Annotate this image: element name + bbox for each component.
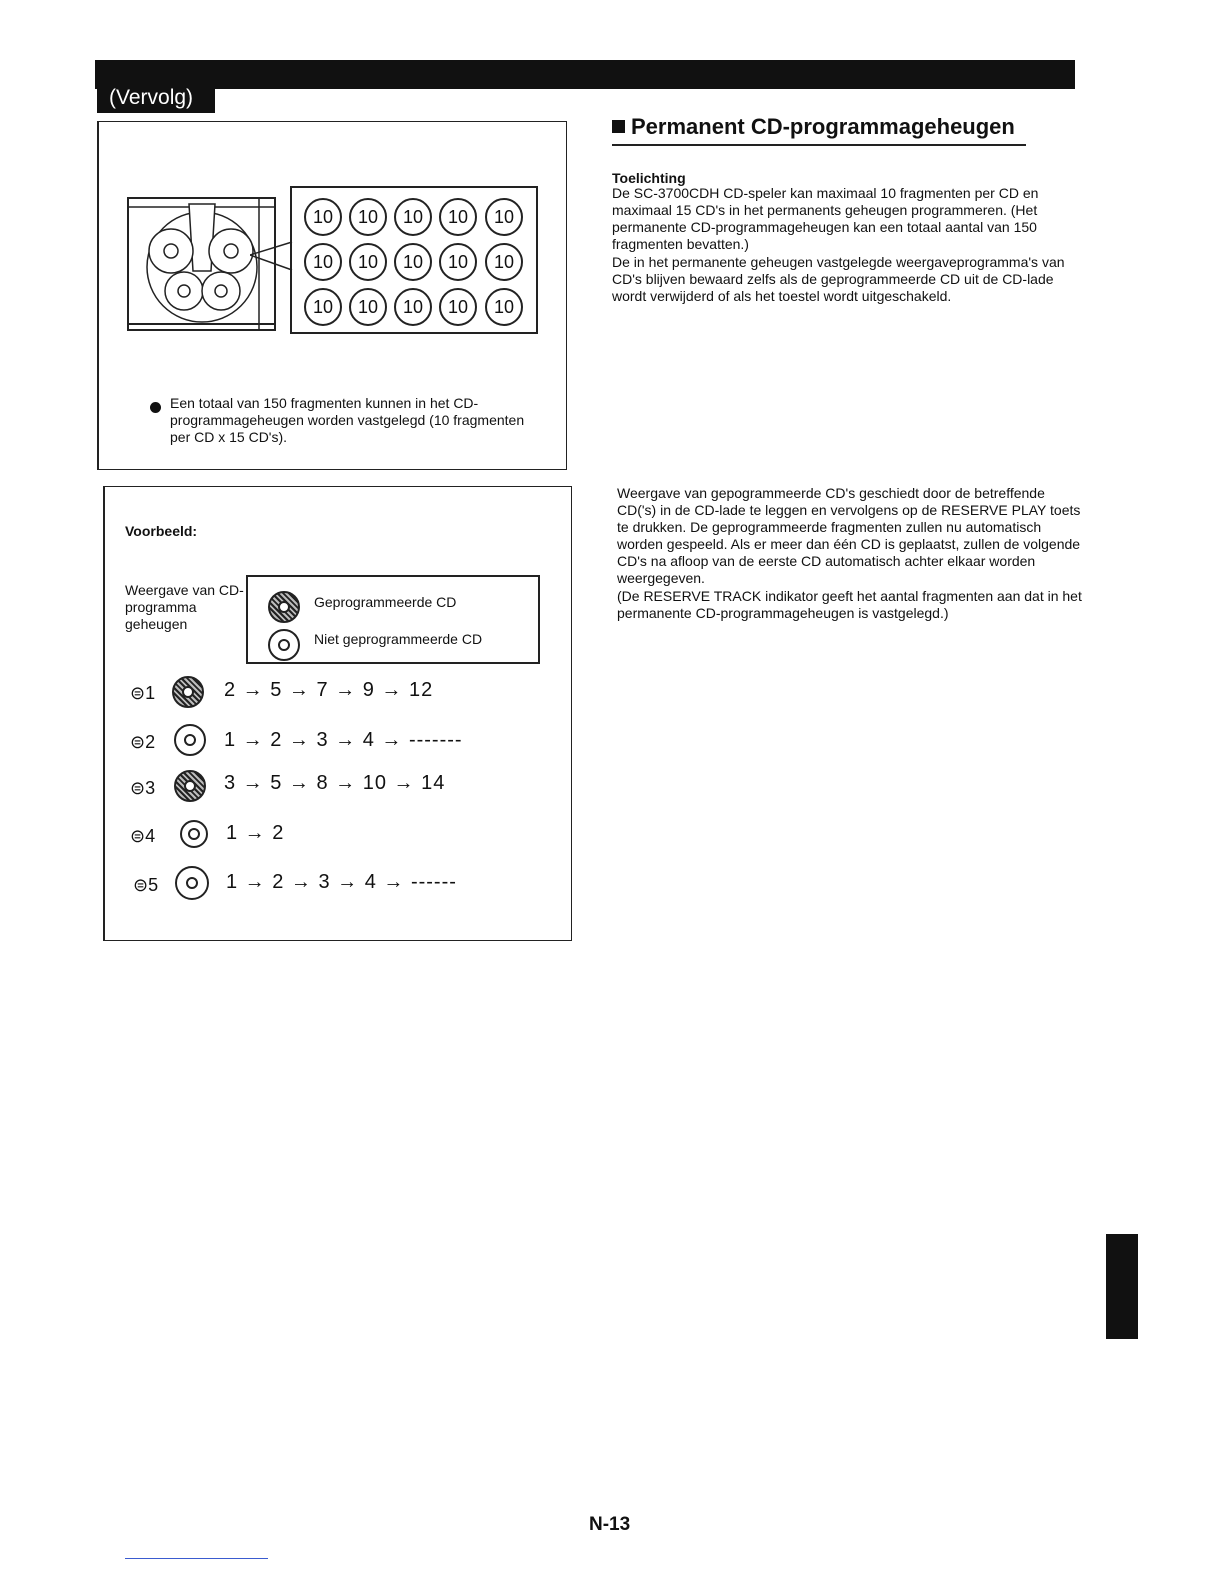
track-sequence: 1 → 2 — [226, 822, 285, 844]
unprogrammed-cd-icon — [175, 866, 209, 900]
paragraph-4: (De RESERVE TRACK indikator geeft het aantal fragmenten aan dat in het permanente CD-programmageheugen is vastgelegd.) — [617, 588, 1082, 621]
programmed-cd-icon — [174, 770, 206, 802]
paragraph-2: De in het permanente geheugen vastgelegde weergaveprogramma's van CD's blijven bewaard zelfs als de geprogrammeerde CD uit de CD-lade wordt verwijderd of als het toestel wordt uitgeschakeld. — [612, 254, 1065, 304]
programmed-cd-icon — [268, 591, 300, 623]
bullet-icon — [150, 402, 161, 413]
paragraph-1: De SC-3700CDH CD-speler kan maximaal 10 fragmenten per CD en maximaal 15 CD's in het permanents geheugen programmeren. (Het permanente CD-programmageheugen kan een totaal aantal van 150 fragmenten bevatten.) — [612, 185, 1039, 252]
pointer-lines — [250, 240, 295, 280]
diagram-caption: Een totaal van 150 fragmenten kunnen in het CD-programmageheugen worden vastgelegd (10 fragmenten per CD x 15 CD's). — [170, 395, 525, 445]
square-bullet-icon — [612, 120, 625, 133]
footer-line — [125, 1558, 268, 1559]
legend-programmed-label: Geprogrammeerde CD — [314, 594, 457, 610]
page-tab-marker — [1106, 1234, 1138, 1339]
cd-slot-icon: 10 — [439, 288, 477, 326]
cd-slot-icon: 10 — [394, 288, 432, 326]
subheading: Toelichting — [612, 170, 686, 186]
page-number: N-13 — [589, 1514, 631, 1535]
track-sequence: 1 → 2 → 3 → 4 → ------- — [224, 729, 463, 751]
programmed-cd-icon — [172, 676, 204, 708]
unprogrammed-cd-icon — [268, 629, 300, 661]
cd-slot-icon: 10 — [485, 288, 523, 326]
cd-slot-icon: 10 — [349, 243, 387, 281]
slot-label: ⊜3 — [130, 778, 156, 798]
cd-slot-icon: 10 — [485, 198, 523, 236]
cd-slot-icon: 10 — [439, 198, 477, 236]
legend-unprogrammed-label: Niet geprogrammeerde CD — [314, 631, 483, 647]
cd-slot-icon: 10 — [304, 198, 342, 236]
header-bar — [95, 60, 1075, 89]
track-sequence: 3 → 5 → 8 → 10 → 14 — [224, 772, 446, 794]
slot-label: ⊜2 — [130, 732, 156, 752]
section-label: (Vervolg) — [97, 83, 215, 113]
cd-slot-icon: 10 — [349, 288, 387, 326]
cd-slot-icon: 10 — [439, 243, 477, 281]
section-title — [612, 114, 1015, 140]
cd-slot-icon: 10 — [394, 198, 432, 236]
paragraph-3: Weergave van gepogrammeerde CD's geschiedt door de betreffende CD('s) in de CD-lade te leggen en vervolgens op de RESERVE PLAY toets te drukken. De geprogrammeerde fragmenten zullen nu automatisch worden gespeeld. Als er meer dan één CD is geplaatst, zullen de volgende CD's na afloop van de eerste CD automatisch achter elkaar worden weergegeven. — [617, 485, 1081, 586]
unprogrammed-cd-icon — [180, 820, 208, 848]
cd-slot-icon: 10 — [485, 243, 523, 281]
example-heading: Voorbeeld: — [125, 523, 198, 539]
slot-label: ⊜1 — [130, 683, 156, 703]
cd-slot-icon: 10 — [394, 243, 432, 281]
unprogrammed-cd-icon — [174, 724, 206, 756]
title-rule — [612, 144, 1026, 146]
legend-box — [246, 575, 540, 664]
cd-slot-icon: 10 — [349, 198, 387, 236]
cd-slot-icon: 10 — [304, 288, 342, 326]
section-title-text: Permanent CD-programmageheugen — [631, 114, 1015, 139]
track-sequence: 2 → 5 → 7 → 9 → 12 — [224, 679, 434, 701]
slot-label: ⊜4 — [130, 826, 156, 846]
display-label: Weergave van CD-programma geheugen — [125, 582, 244, 632]
cd-slot-icon: 10 — [304, 243, 342, 281]
cd-memory-grid — [290, 186, 538, 334]
track-sequence: 1 → 2 → 3 → 4 → ------ — [226, 871, 457, 893]
slot-label: ⊜5 — [133, 875, 159, 895]
